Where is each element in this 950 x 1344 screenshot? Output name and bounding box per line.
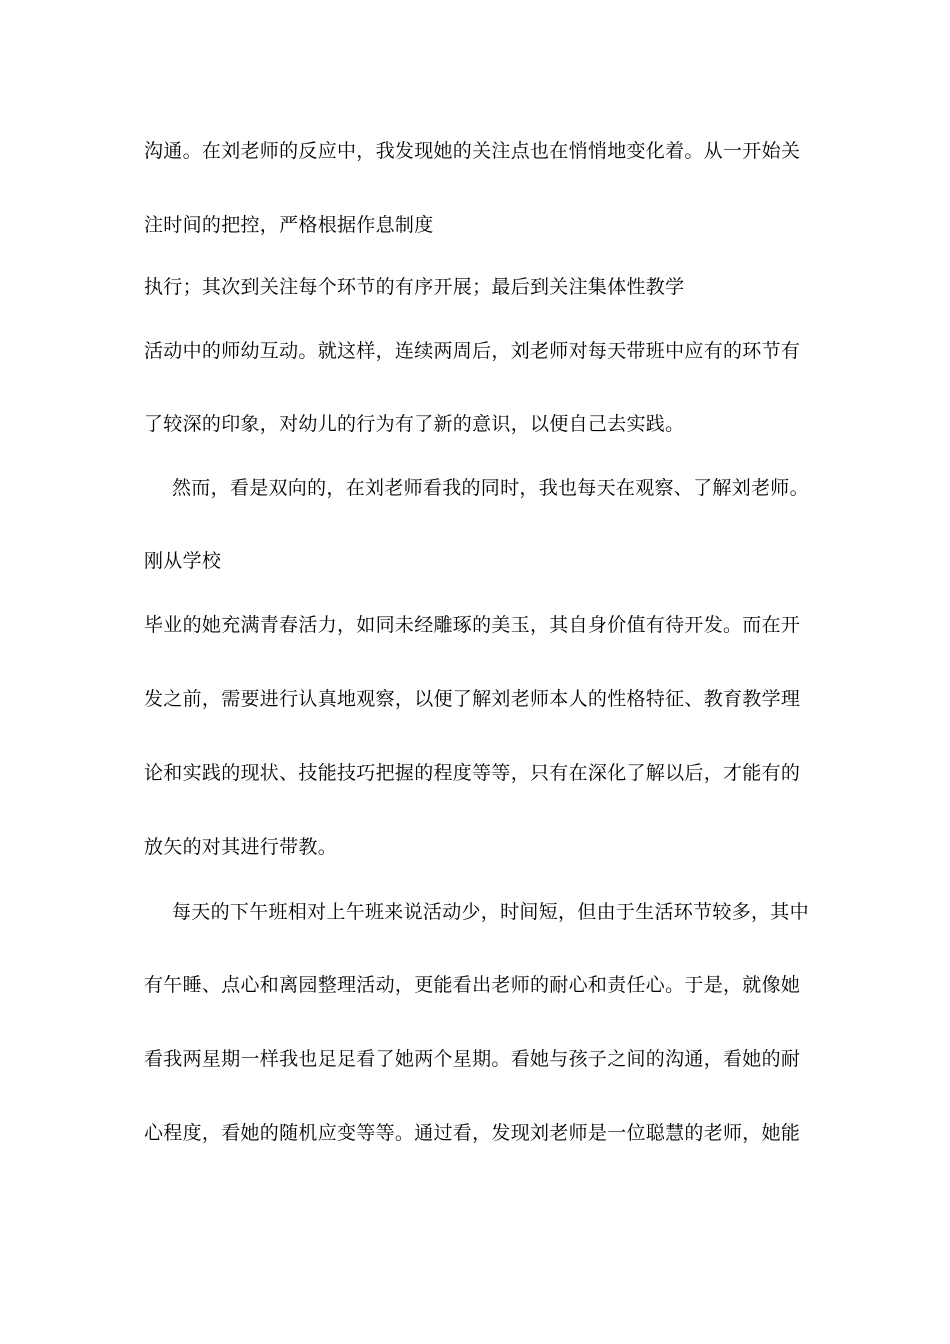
paragraph-start-line: 然而，看是双向的，在刘老师看我的同时，我也每天在观察、了解刘老师。 xyxy=(172,477,809,499)
text-line-13: 有午睡、点心和离园整理活动，更能看出老师的耐心和责任心。于是，就像她 xyxy=(144,974,801,996)
text-line-10: 论和实践的现状、技能技巧把握的程度等等，只有在深化了解以后，才能有的 xyxy=(144,762,801,784)
text-line-7: 刚从学校 xyxy=(144,550,222,572)
text-line-5: 了较深的印象，对幼儿的行为有了新的意识，以便自己去实践。 xyxy=(144,413,685,435)
paragraph-start-line: 每天的下午班相对上午班来说活动少，时间短，但由于生活环节较多，其中 xyxy=(172,901,809,923)
text-line-1: 沟通。在刘老师的反应中，我发现她的关注点也在悄悄地变化着。从一开始关 xyxy=(144,140,801,162)
text-line-9: 发之前，需要进行认真地观察，以便了解刘老师本人的性格特征、教育教学理 xyxy=(144,688,801,710)
text-line-11: 放矢的对其进行带教。 xyxy=(144,836,338,858)
text-line-2: 注时间的把控，严格根据作息制度 xyxy=(144,214,434,236)
text-line-3: 执行；其次到关注每个环节的有序开展；最后到关注集体性教学 xyxy=(144,276,685,298)
text-line-8: 毕业的她充满青春活力，如同未经雕琢的美玉，其自身价值有待开发。而在开 xyxy=(144,614,801,636)
text-line-14: 看我两星期一样我也足足看了她两个星期。看她与孩子之间的沟通，看她的耐 xyxy=(144,1048,801,1070)
text-line-15: 心程度，看她的随机应变等等。通过看，发现刘老师是一位聪慧的老师，她能 xyxy=(144,1122,801,1144)
text-line-4: 活动中的师幼互动。就这样，连续两周后，刘老师对每天带班中应有的环节有 xyxy=(144,340,801,362)
